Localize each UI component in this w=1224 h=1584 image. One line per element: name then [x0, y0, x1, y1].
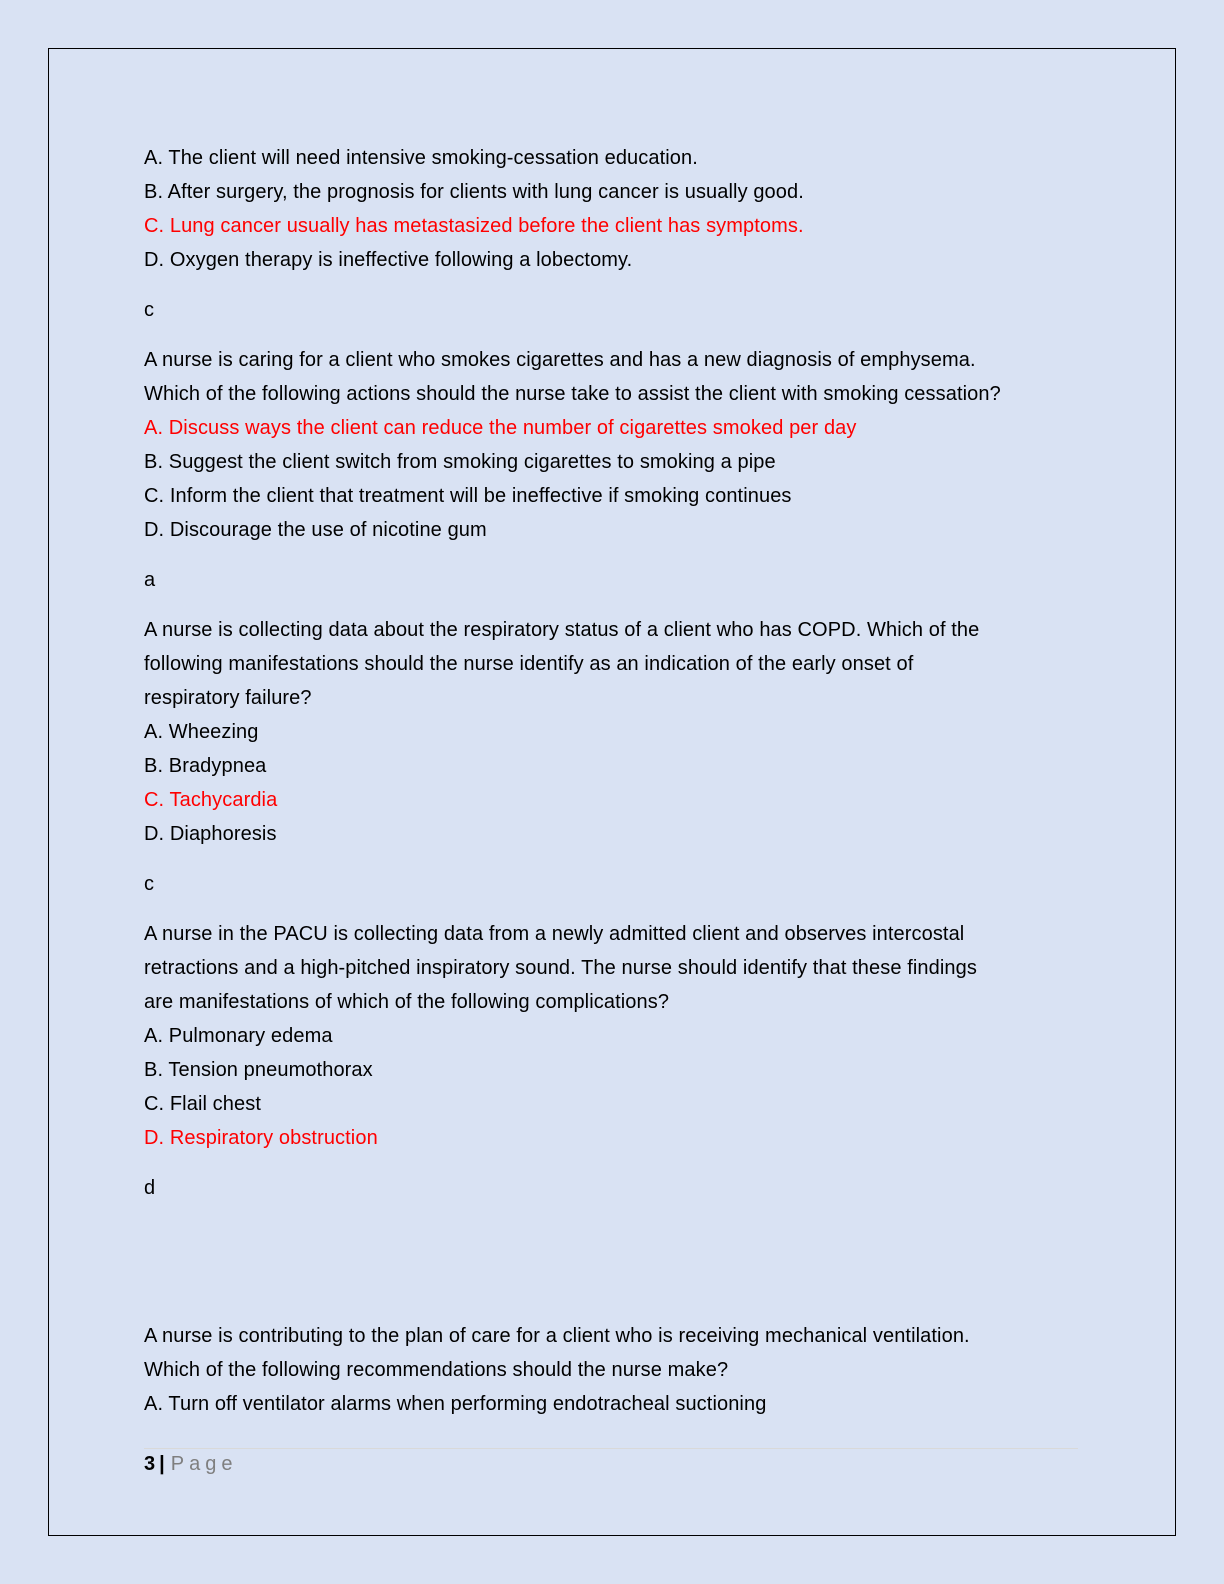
footer-divider — [144, 1448, 1078, 1449]
page-footer — [144, 1451, 237, 1477]
question-block — [144, 1324, 1084, 1426]
answer-key: d — [144, 1177, 156, 1199]
intro-options — [144, 146, 1084, 282]
question-text: following manifestations should the nurse identify as an indication of the early onset of — [144, 653, 914, 675]
option-correct: C. Lung cancer usually has metastasized before the client has symptoms. — [144, 215, 804, 237]
option-correct: A. Discuss ways the client can reduce the number of cigarettes smoked per day — [144, 417, 857, 439]
page-number: 3 — [144, 1453, 156, 1475]
answer-key: c — [144, 873, 155, 895]
option-correct: D. Respiratory obstruction — [144, 1127, 378, 1149]
document-body — [144, 146, 1084, 1426]
option: A. Wheezing — [144, 721, 259, 743]
question-text: Which of the following actions should the nurse take to assist the client with smoking cessation? — [144, 383, 1001, 405]
option: D. Discourage the use of nicotine gum — [144, 519, 487, 541]
question-text: A nurse is caring for a client who smokes cigarettes and has a new diagnosis of emphysema. — [144, 349, 976, 371]
answer-key: c — [144, 299, 155, 321]
option: C. Inform the client that treatment will be ineffective if smoking continues — [144, 485, 792, 507]
option-correct: C. Tachycardia — [144, 789, 278, 811]
option: C. Flail chest — [144, 1093, 261, 1115]
option: A. The client will need intensive smoking-cessation education. — [144, 147, 698, 169]
question-text: A nurse is collecting data about the respiratory status of a client who has COPD. Which of the — [144, 619, 980, 641]
question-text: Which of the following recommendations should the nurse make? — [144, 1359, 729, 1381]
option: B. Bradypnea — [144, 755, 267, 777]
option: B. Suggest the client switch from smoking cigarettes to smoking a pipe — [144, 451, 776, 473]
option: D. Diaphoresis — [144, 823, 277, 845]
footer-separator: | — [159, 1453, 165, 1475]
question-text: are manifestations of which of the following complications? — [144, 991, 670, 1013]
option: A. Turn off ventilator alarms when performing endotracheal suctioning — [144, 1393, 767, 1415]
page-label: Page — [170, 1453, 238, 1475]
option: B. After surgery, the prognosis for clients with lung cancer is usually good. — [144, 181, 804, 203]
question-text: A nurse in the PACU is collecting data from a newly admitted client and observes intercostal — [144, 923, 965, 945]
question-block — [144, 618, 1084, 856]
question-block — [144, 348, 1084, 552]
answer-key: a — [144, 569, 156, 591]
question-text: retractions and a high-pitched inspiratory sound. The nurse should identify that these findings — [144, 957, 977, 979]
question-text: respiratory failure? — [144, 687, 312, 709]
question-block — [144, 922, 1084, 1160]
blank-space — [144, 1210, 1084, 1308]
option: D. Oxygen therapy is ineffective following a lobectomy. — [144, 249, 633, 271]
question-text: A nurse is contributing to the plan of care for a client who is receiving mechanical ventilation. — [144, 1325, 970, 1347]
option: A. Pulmonary edema — [144, 1025, 333, 1047]
option: B. Tension pneumothorax — [144, 1059, 373, 1081]
